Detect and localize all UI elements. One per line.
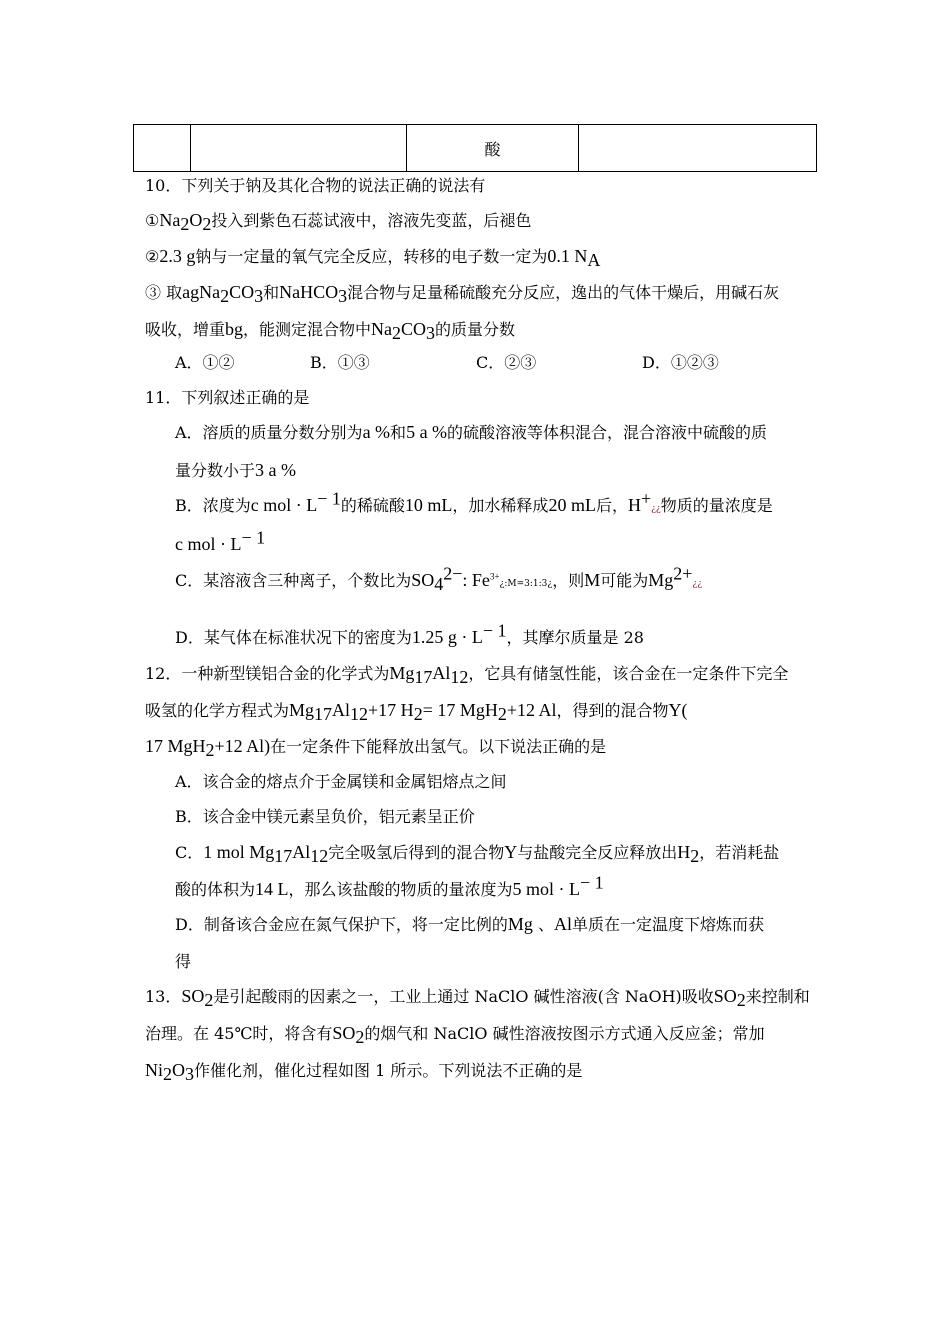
q12-option-b: B．该合金中镁元素呈负价，铝元素呈正价: [175, 807, 475, 826]
q10-stem: 10．下列关于钠及其化合物的说法正确的说法有: [145, 176, 486, 195]
q11-option-a-cont: 量分数小于3 a %: [175, 460, 296, 480]
q12-stem-line-2: 吸氢的化学方程式为$Mg_{17}Al_{12}+17$ $H_2= 17$ MgH$_2$+12 Al，得到的混合物Y(: [145, 700, 688, 725]
q11-option-b-cont: c mol · $L^{- 1}$: [175, 527, 266, 554]
table-cell: [579, 125, 817, 172]
q11-option-d: D．某气体在标准状况下的密度为1.25 $g \cdot L^{- 1}$，其摩尔质量是 28: [175, 620, 644, 647]
q12-option-a: A．该合金的熔点介于金属镁和金属铝熔点之间: [175, 772, 507, 791]
q12-option-d-cont: 得: [175, 952, 192, 971]
q12-stem-line-3: 17 MgH$_2$+12 Al)在一定条件下能释放出氢气。以下说法正确的是: [145, 736, 607, 761]
q12-option-c: C．1 mol $Mg_{17}Al_{12}$完全吸氢后得到的混合物Y与盐酸完全反应释放出$H_2$，若消耗盐: [175, 842, 780, 867]
q10-statement-3: ③ 取$agNa_2CO_3$和NaHCO$_3$混合物与足量稀硫酸充分反应，逸出的气体干燥后，用碱石灰: [145, 282, 780, 307]
q11-option-a: A．溶质的质量分数分别为a %和5 a %的硫酸溶液等体积混合，混合溶液中硫酸的质: [175, 422, 768, 442]
top-table-fragment: [133, 124, 817, 172]
table-cell-acid: 酸: [407, 125, 579, 172]
table-cell: [191, 125, 407, 172]
q10-statement-2: ②2.3 g钠与一定量的氧气完全反应，转移的电子数一定为0.1 $N_A$: [145, 246, 601, 271]
q11-stem: 11．下列叙述正确的是: [145, 388, 310, 407]
table-cell: [134, 125, 191, 172]
q10-option-b: B．①③: [310, 353, 370, 372]
q11-option-c: C．某溶液含三种离子，个数比为$SO_4^{2-}$: $Fe^{3+}¿:M=3:1:3¿$，则M可能为$Mg^{2+}¿¿$: [175, 563, 703, 595]
q10-statement-1: $①Na_2O_2$投入到紫色石蕊试液中，溶液先变蓝，后褪色: [145, 210, 532, 235]
q12-option-d: D．制备该合金应在氮气保护下，将一定比例的Mg 、Al单质在一定温度下熔炼而获: [175, 914, 764, 934]
q11-option-b: B．浓度为c mol · $L^{- 1}$的稀硫酸10 mL，加水稀释成20 mL后，H+¿¿物质的量浓度是: [175, 488, 773, 515]
q10-option-d: D．①②③: [642, 353, 719, 372]
q10-statement-3-cont: 吸收，增重bg，能测定混合物中$Na_2CO_3$的质量分数: [145, 319, 516, 344]
q12-stem-line-1: 12．一种新型镁铝合金的化学式为$Mg_{17}Al_{12}$，它具有储氢性能，该合金在一定条件下完全: [145, 663, 789, 688]
q10-option-c: C．②③: [476, 353, 537, 372]
q10-option-a: A．①②: [175, 353, 235, 372]
q13-stem-line-3: $Ni_2O_3$作催化剂，催化过程如图 1 所示。下列说法不正确的是: [145, 1060, 583, 1085]
q13-stem-line-2: 治理。在 45℃时，将含有$SO_2$的烟气和 NaClO 碱性溶液按图示方式通入反应釜；常加: [145, 1023, 765, 1048]
q12-option-c-cont: 酸的体积为14 L，那么该盐酸的物质的量浓度为5 mol · $L^{- 1}$: [175, 872, 604, 899]
q13-stem-line-1: 13．$SO_2$是引起酸雨的因素之一，工业上通过 NaClO 碱性溶液(含 NaOH)吸收$SO_2$来控制和: [145, 986, 810, 1011]
